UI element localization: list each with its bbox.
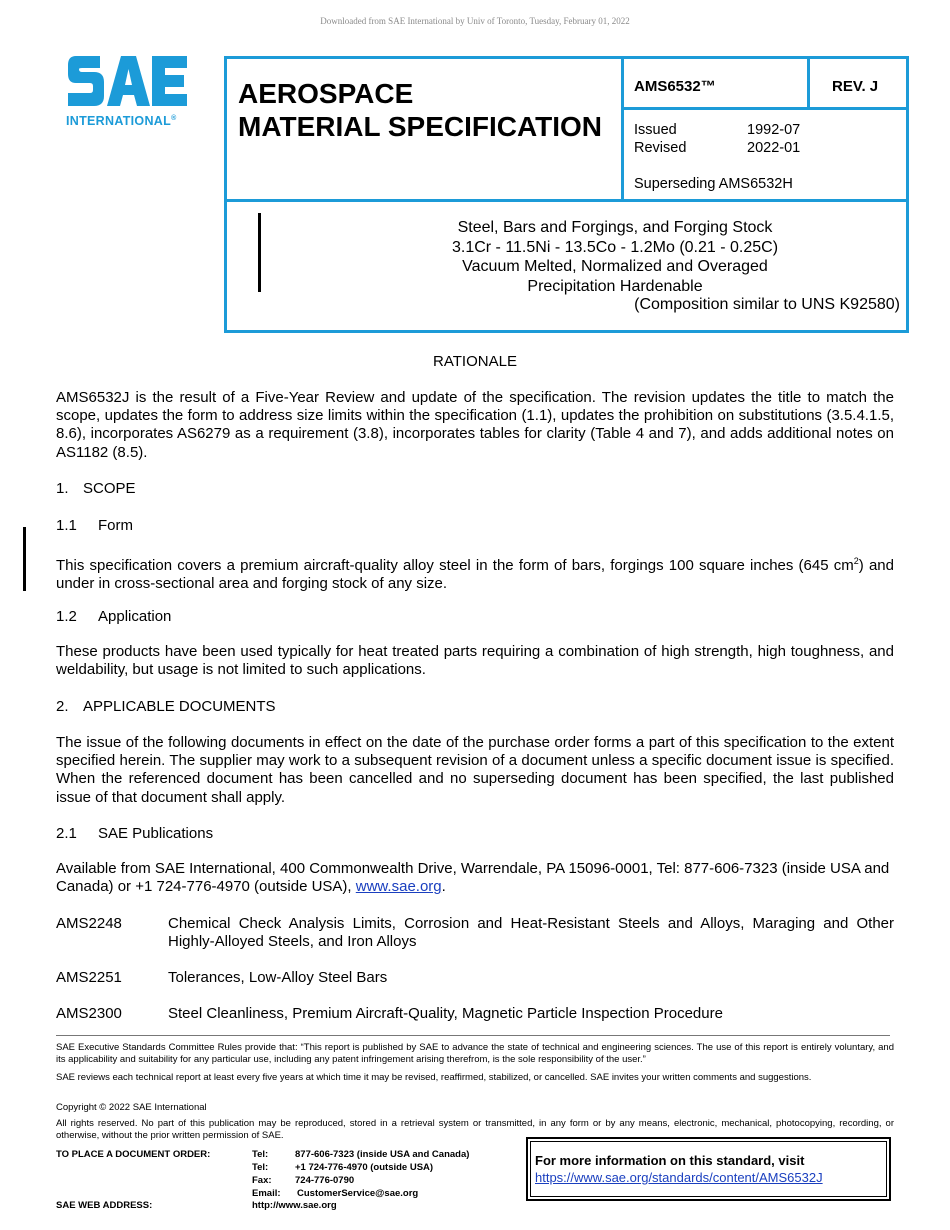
document-title (238, 77, 602, 143)
issued-date: 1992-07 (747, 122, 801, 138)
fax-label: Fax: (252, 1175, 272, 1186)
subject-composition: (Composition similar to UNS K92580) (634, 296, 900, 313)
reference-code: AMS2300 (56, 1005, 122, 1022)
section-heading-application: 1.2 Application (56, 608, 172, 625)
reference-title: Steel Cleanliness, Premium Aircraft-Quality, Magnetic Particle Inspection Procedure (168, 1005, 723, 1022)
subject-line: Steel, Bars and Forgings, and Forging Stock (457, 219, 773, 236)
sae-logo-subtitle: INTERNATIONAL® (66, 114, 177, 128)
ams-number: AMS6532™ (634, 78, 716, 95)
web-address-label: SAE WEB ADDRESS: (56, 1200, 153, 1211)
title-line-2: MATERIAL SPECIFICATION (238, 111, 602, 142)
tel-value: +1 724-776-4970 (outside USA) (295, 1162, 434, 1173)
subject-block (390, 218, 840, 296)
reference-title: Tolerances, Low-Alloy Steel Bars (168, 969, 388, 986)
title-line-1: AEROSPACE (238, 78, 414, 109)
applicable-documents-text: The issue of the following documents in effect on the date of the purchase order forms a part of this specification to the extent specified herein. The supplier may work to a subsequent revision of a document unless a specific document issue is specified. When the referenced document has been cancelled and no superseding document has been specified, the last published issue of that document shall apply. (56, 734, 894, 806)
footer-review-text: SAE reviews each technical report at least every five years at which time it may be revised, reaffirmed, stabilized, or cancelled. SAE invites your written comments and suggestions. (56, 1072, 812, 1083)
subject-line: Precipitation Hardenable (527, 277, 703, 295)
info-box-title: For more information on this standard, visit (535, 1153, 805, 1168)
section-heading-sae-publications: 2.1 SAE Publications (56, 825, 214, 842)
footer-rules-text: SAE Executive Standards Committee Rules provide that: “This report is published by SAE to advance the state of technical and engineering sciences. The use of this report is entirely voluntary, and its applicability and suitability for any particular use, including any patent infringement arising therefrom, is the sole responsibility of the user.” (56, 1042, 894, 1065)
sae-publications-text: Available from SAE International, 400 Commonwealth Drive, Warrendale, PA 15096-0001, Tel: 877-606-7323 (inside USA and Canada) or +1 724-776-4970 (outside USA), www.sae.org. (56, 860, 890, 896)
subject-line: Vacuum Melted, Normalized and Overaged (462, 258, 768, 275)
change-bar (23, 527, 26, 591)
reference-code: AMS2251 (56, 969, 122, 986)
tel-label: Tel: (252, 1149, 269, 1160)
tel-label: Tel: (252, 1162, 269, 1173)
footer-copyright: Copyright © 2022 SAE International (56, 1102, 207, 1113)
standard-info-link[interactable]: https://www.sae.org/standards/content/AMS6532J (535, 1170, 823, 1185)
web-address-value: http://www.sae.org (252, 1200, 337, 1211)
issued-label: Issued (634, 122, 677, 138)
footer-rights-text: All rights reserved. No part of this publication may be reproduced, stored in a retrieval system or transmitted, in any form or by any means, electronic, mechanical, photocopying, recording, or otherwise, without the prior written permission of SAE. (56, 1118, 894, 1141)
revision-label: REV. J (832, 78, 879, 95)
download-note: Downloaded from SAE International by Univ of Toronto, Tuesday, February 01, 2022 (320, 16, 630, 26)
sae-logo (66, 52, 190, 132)
email-value: CustomerService@sae.org (297, 1188, 419, 1199)
superseding-note: Superseding AMS6532H (634, 176, 793, 192)
tel-value: 877-606-7323 (inside USA and Canada) (295, 1149, 470, 1160)
application-text: These products have been used typically for heat treated parts requiring a combination of high strength, high toughness, and weldability, but usage is not limited to such applications. (56, 643, 894, 679)
footer-divider (56, 1035, 890, 1036)
order-label: TO PLACE A DOCUMENT ORDER: (56, 1149, 211, 1160)
email-label: Email: (252, 1188, 281, 1199)
sae-logo-mark (66, 52, 190, 112)
section-heading-form: 1.1 Form (56, 517, 133, 534)
fax-value: 724-776-0790 (295, 1175, 355, 1186)
sae-website-link[interactable]: www.sae.org (355, 878, 442, 896)
reference-code: AMS2248 (56, 915, 122, 932)
reference-title: Chemical Check Analysis Limits, Corrosion and Heat-Resistant Steels and Alloys, Maraging and Other Highly-Alloyed Steels, and Iron Alloys (168, 915, 894, 950)
form-text: This specification covers a premium aircraft-quality alloy steel in the form of bars, forgings 100 square inches (645 $cm^2$) and under in cross-sectional area and forging stock of any size. (56, 556, 894, 593)
subject-line: 3.1Cr - 11.5Ni - 13.5Co - 1.2Mo (0.21 - 0.25C) (451, 238, 779, 256)
change-bar (258, 213, 261, 292)
rationale-heading: RATIONALE (433, 353, 517, 370)
section-heading-applicable-documents: 2. APPLICABLE DOCUMENTS (56, 698, 276, 715)
revised-label: Revised (634, 140, 687, 156)
info-box-inner-border (530, 1141, 887, 1197)
rationale-text: AMS6532J is the result of a Five-Year Review and update of the specification. The revision updates the title to match the scope, updates the form to address size limits within the specification (1.1), updates the prohibition on substitutions (3.5.4.1.5, 8.6), incorporates AS6279 as a requirement (3.8), incorporates tables for clarity (Table 4 and 7), and adds additional notes on AS1182 (8.5). (56, 389, 894, 461)
section-heading-scope: 1. SCOPE (56, 480, 136, 497)
revised-date: 2022-01 (747, 140, 801, 156)
